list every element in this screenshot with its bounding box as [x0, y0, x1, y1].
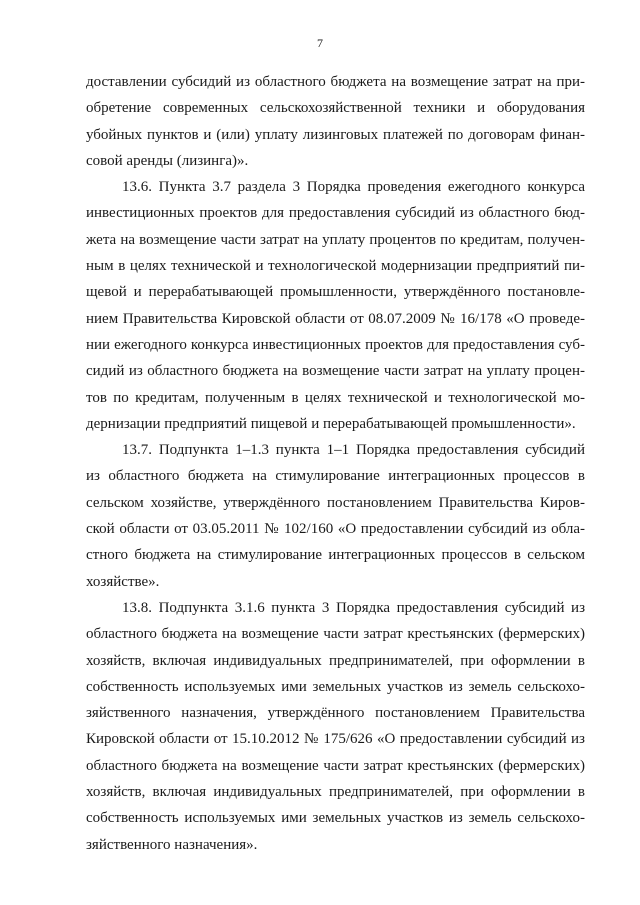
text-line: жета на возмещение части затрат на уплату процентов по кредитам, получен- [86, 231, 585, 248]
text-line: областного бюджета на возмещение части затрат крестьянских (фермерских) [86, 757, 585, 774]
text-line: щевой и перерабатывающей промышленности, утверждённого постановле- [86, 284, 585, 301]
text-line: дернизации предприятий пищевой и перерабатывающей промышленности». [86, 415, 576, 432]
paragraph-p-intro-continued [86, 69, 585, 174]
text-line: сельском хозяйстве, утверждённого постановлением Правительства Киров- [86, 494, 585, 511]
text-line: тов по кредитам, полученным в целях технической и технологической мо- [86, 389, 585, 406]
text-line: нием Правительства Кировской области от 08.07.2009 № 16/178 «О проведе- [86, 310, 585, 327]
text-line: нии ежегодного конкурса инвестиционных проектов для предоставления суб- [86, 336, 585, 353]
page-number: 7 [317, 36, 323, 50]
text-line: убойных пунктов и (или) уплату лизинговых платежей по договорам финан- [86, 126, 585, 143]
paragraph-p-13-6 [86, 174, 585, 437]
text-line: областного бюджета на возмещение части затрат крестьянских (фермерских) [86, 626, 585, 643]
text-line: сидий из областного бюджета на возмещение части затрат на уплату процен- [86, 363, 585, 380]
text-line: из областного бюджета на стимулирование интеграционных процессов в [86, 468, 585, 485]
text-line: собственность используемых ими земельных участков из земель сельскохо- [86, 678, 585, 695]
text-line: доставлении субсидий из областного бюджета на возмещение затрат на при- [86, 74, 585, 90]
text-line: 13.7. Подпункта 1–1.3 пункта 1–1 Порядка предоставления субсидий [122, 442, 585, 459]
text-line: 13.8. Подпункта 3.1.6 пункта 3 Порядка предоставления субсидий из [122, 599, 585, 616]
text-line: Кировской области от 15.10.2012 № 175/626 «О предоставлении субсидий из [86, 731, 585, 748]
text-line: совой аренды (лизинга)». [86, 152, 249, 169]
text-line: зяйственного назначения». [86, 836, 258, 853]
paragraph-p-13-7 [86, 437, 585, 595]
text-line: хозяйств, включая индивидуальных предпринимателей, при оформлении в [86, 652, 585, 669]
text-line: зяйственного назначения, утверждённого постановлением Правительства [86, 705, 585, 722]
text-line: обретение современных сельскохозяйственной техники и оборудования [86, 100, 585, 117]
text-line: ской области от 03.05.2011 № 102/160 «О предоставлении субсидий из обла- [86, 521, 585, 538]
text-line: 13.6. Пункта 3.7 раздела 3 Порядка проведения ежегодного конкурса [122, 179, 585, 196]
document-body [86, 69, 585, 858]
text-line: хозяйстве». [86, 573, 160, 590]
text-line: инвестиционных проектов для предоставления субсидий из областного бюд- [86, 205, 585, 222]
text-line: стного бюджета на стимулирование интеграционных процессов в сельском [86, 547, 585, 564]
text-line: хозяйств, включая индивидуальных предпринимателей, при оформлении в [86, 784, 585, 801]
text-line: собственность используемых ими земельных участков из земель сельскохо- [86, 810, 585, 827]
text-line: ным в целях технической и технологической модернизации предприятий пи- [86, 258, 585, 275]
paragraph-p-13-8 [86, 595, 585, 858]
